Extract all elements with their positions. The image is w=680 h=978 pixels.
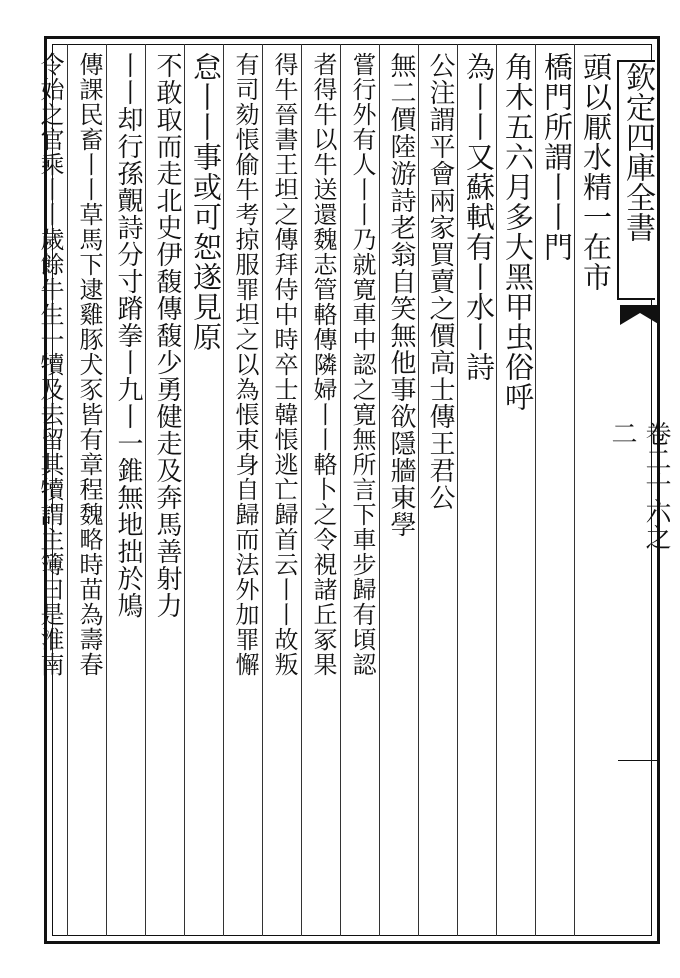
book-title-tab xyxy=(617,60,655,300)
text-column xyxy=(457,52,501,932)
column-text: 得牛晉書王坦之傳拜侍中時卒士韓悵逃亡歸首云丨丨故叛 xyxy=(270,52,298,677)
column-text: 橋門所謂丨丨門 xyxy=(540,52,574,262)
column-text: 公注謂平會兩家買賣之價高士傳王君公 xyxy=(425,52,455,511)
text-column xyxy=(28,52,72,932)
column-text: 者得牛以牛送還魏志管輅傳隣婦丨丨輅卜之令視諸丘冢果 xyxy=(309,52,337,677)
column-text: 嘗行外有人丨丨乃就寛車中認之寛無所言下車步歸有頃認 xyxy=(348,52,376,677)
text-column xyxy=(574,52,618,932)
text-column xyxy=(301,52,345,932)
volume-text: 卷二十六之二 xyxy=(607,420,671,550)
column-text: 不敢取而走北史伊馥傳馥少勇健走及奔馬善射力 xyxy=(152,52,182,619)
column-text: 令始之官乘丨丨歲餘牛生一犢及去留其犢謂主簿曰是淮南 xyxy=(36,52,64,677)
fish-tail-mark-icon xyxy=(620,305,660,325)
text-column xyxy=(262,52,306,932)
volume-label xyxy=(607,420,671,560)
text-column xyxy=(379,52,423,932)
text-column xyxy=(418,52,462,932)
margin-rule xyxy=(618,760,660,761)
text-column xyxy=(223,52,267,932)
column-text: 傳課民畜丨丨草馬下逮雞豚犬豕皆有章程魏略時苗為壽春 xyxy=(75,52,103,677)
text-column xyxy=(184,52,228,932)
column-text: 角木五六月多大黑甲虫俗呼 xyxy=(501,52,535,412)
text-column xyxy=(67,52,111,932)
text-column xyxy=(340,52,384,932)
text-column xyxy=(496,52,540,932)
column-text: 無二價陸游詩老翁自笑無他事欲隱牆東學 xyxy=(386,52,416,538)
column-text: 頭以厭水精一在市 xyxy=(579,52,613,292)
column-text: 丨丨却行孫覿詩分寸蹐拳丨九丨一錐無地拙於鳩 xyxy=(113,52,143,619)
column-text: 有司劾悵偷牛考掠服罪坦之以為悵束身自歸而法外加罪懈 xyxy=(231,52,259,677)
text-column xyxy=(106,52,150,932)
book-title: 欽定四庫全書 xyxy=(620,62,655,242)
text-column xyxy=(145,52,189,932)
column-text: 為丨丨又蘇軾有丨水丨詩 xyxy=(462,52,496,382)
text-column xyxy=(535,52,579,932)
column-text: 怠丨丨事或可恕遂見原 xyxy=(189,52,223,352)
